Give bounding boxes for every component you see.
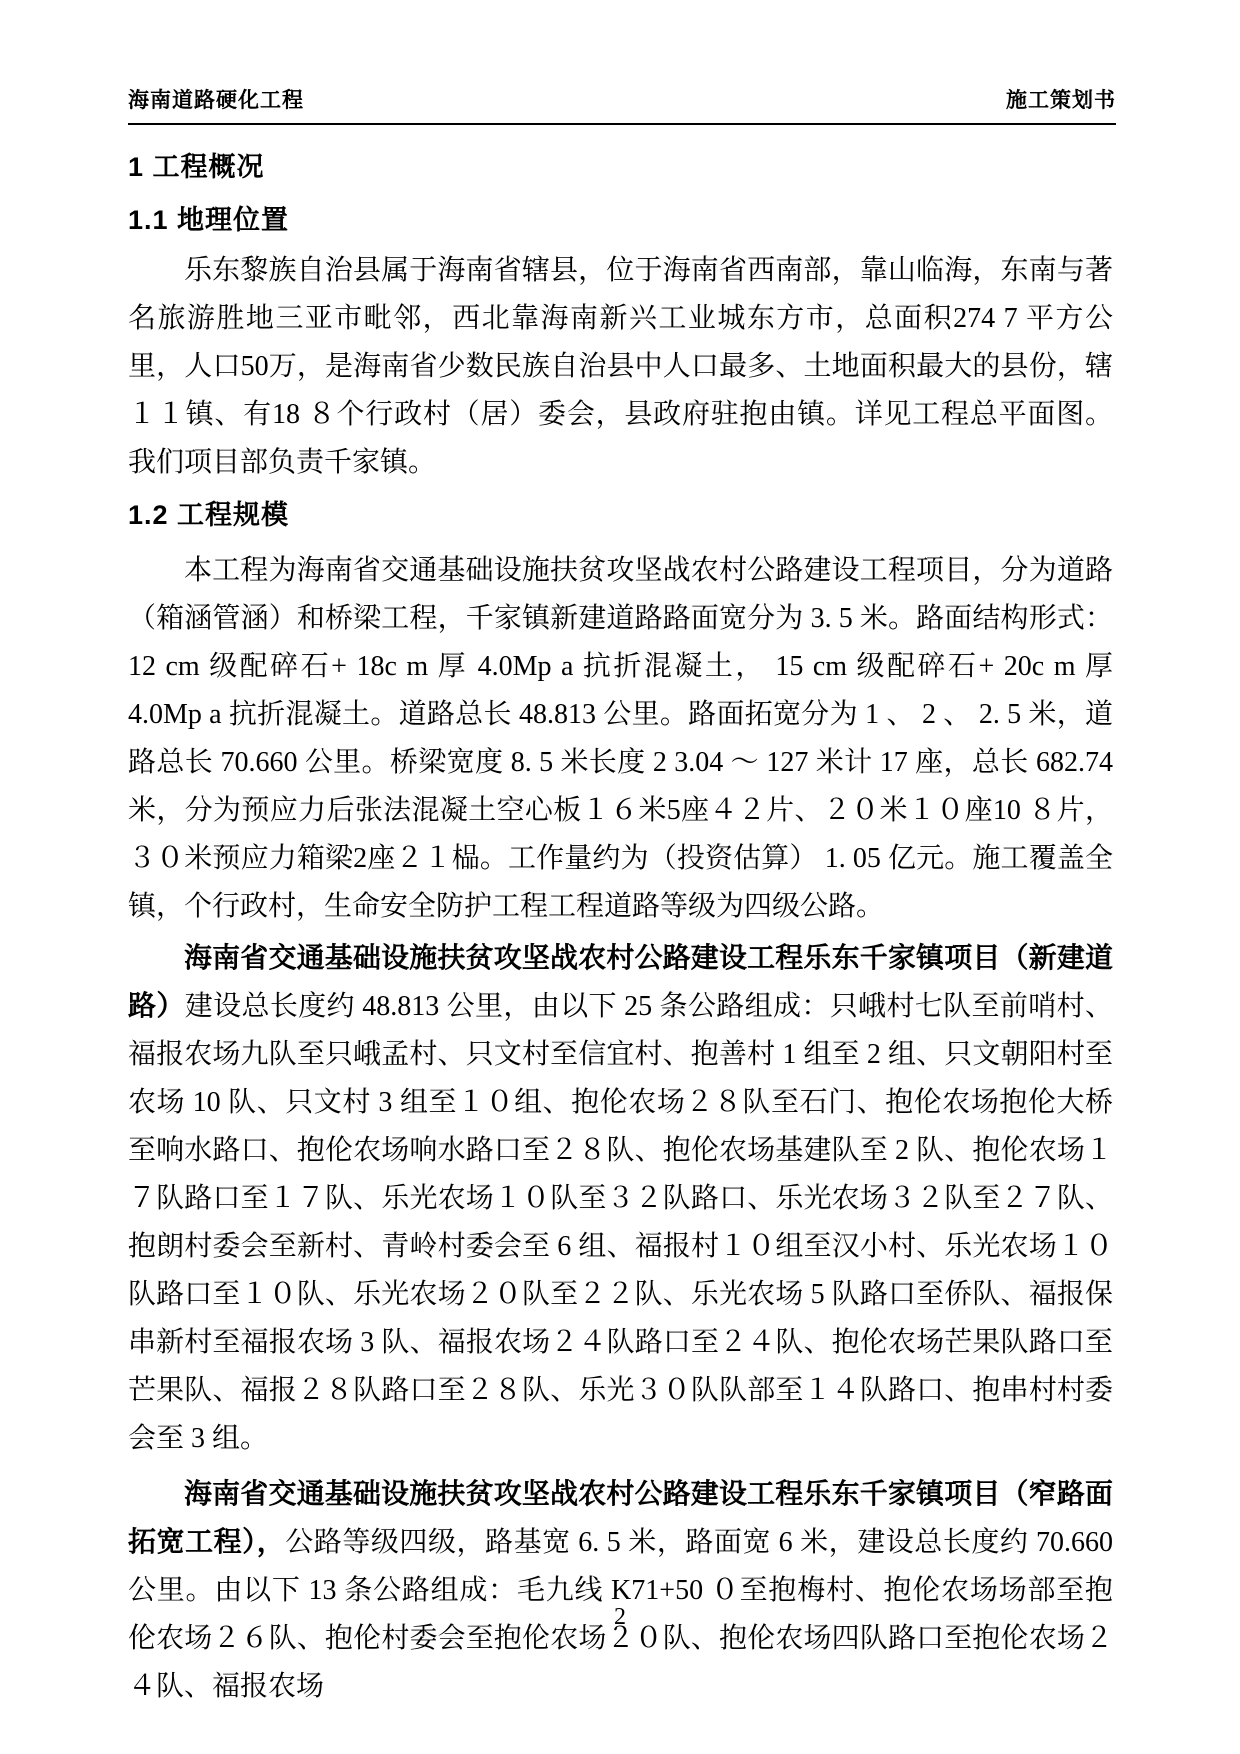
document-body: [128, 119, 1113, 1711]
paragraph-scale-overview: 本工程为海南省交通基础设施扶贫攻坚战农村公路建设工程项目，分为道路（箱涵管涵）和桥梁工程，千家镇新建道路路面宽分为 3. 5 米。路面结构形式： 12 cm 级配碎石+ 18c m 厚 4.0Mp a 抗折混凝土， 15 cm 级配碎石+ 20c m 厚 4.0Mp a 抗折混凝土。道路总长 48.813 公里。路面拓宽分为 1 、 2 、 2. 5 米，道路总长 70.660 公里。桥梁宽度 8. 5 米长度 2 3.04 ～ 127 米计 17 座，总长 682.74 米，分为预应力后张法混凝土空心板１６米5座４２片、２０米１０座10 ８片，３０米预应力箱梁2座２１榀。工作量约为（投资估算） 1. 05 亿元。施工覆盖全镇，个行政村，生命安全防护工程工程道路等级为四级公路。: [128, 555, 1113, 922]
header-project-name: 海南道路硬化工程: [128, 88, 304, 112]
paragraph-new-roads-bold-lead: 海南省交通基础设施扶贫攻坚战农村公路建设工程乐东千家镇项目（新建道路）: [128, 943, 1113, 1022]
paragraph-new-roads: [128, 935, 1113, 1463]
paragraph-new-roads-text: 建设总长度约 48.813 公里，由以下 25 条公路组成：只峨村七队至前哨村、福报农场九队至只峨孟村、只文村至信宜村、抱善村 1 组至 2 组、只文朝阳村至农场 10 队、只文村 3 组至１０组、抱伦农场２８队至石门、抱伦农场抱伦大桥至响水路口、抱伦农场响水路口至２８队、抱伦农场基建队至 2 队、抱伦农场１７队路口至１７队、乐光农场１０队至３２队路口、乐光农场３２队至２７队、抱朗村委会至新村、青岭村委会至 6 组、福报村１０组至汉小村、乐光农场１０队路口至１０队、乐光农场２０队至２２队、乐光农场 5 队路口至侨队、福报保串新村至福报农场 3 队、福报农场２４队路口至２４队、抱伦农场芒果队路口至芒果队、福报２８队路口至２８队、乐光３０队队部至１４队路口、抱串村村委会至 3 组。: [128, 991, 1113, 1454]
paragraph-widening: [128, 1471, 1113, 1711]
paragraph-widening-bold-lead: 海南省交通基础设施扶贫攻坚战农村公路建设工程乐东千家镇项目（窄路面拓宽工程），: [128, 1479, 1113, 1558]
header-doc-name: 施工策划书: [1006, 88, 1116, 112]
chapter-heading: 1 工程概况: [128, 152, 265, 182]
page-number: 2: [614, 1604, 626, 1630]
section-heading-location: 1.1 地理位置: [128, 205, 290, 235]
paragraph-widening-text: 公路等级四级，路基宽 6. 5 米，路面宽 6 米，建设总长度约 70.660 公里。由以下 13 条公路组成：毛九线 K71+50 ０至抱梅村、抱伦农场场部至抱伦农场２６队、抱伦村委会至抱伦农场２０队、抱伦农场四队路口至抱伦农场２４队、福报农场: [128, 1527, 1113, 1702]
paragraph-location: 乐东黎族自治县属于海南省辖县，位于海南省西南部，靠山临海，东南与著名旅游胜地三亚市毗邻，西北靠海南新兴工业城东方市，总面积274 7 平方公里，人口50万，是海南省少数民族自治县中人口最多、土地面积最大的县份，辖１１镇、有18 ８个行政村（居）委会，县政府驻抱由镇。详见工程总平面图。我们项目部负责千家镇。: [128, 255, 1113, 478]
section-heading-scale: 1.2 工程规模: [128, 500, 290, 530]
